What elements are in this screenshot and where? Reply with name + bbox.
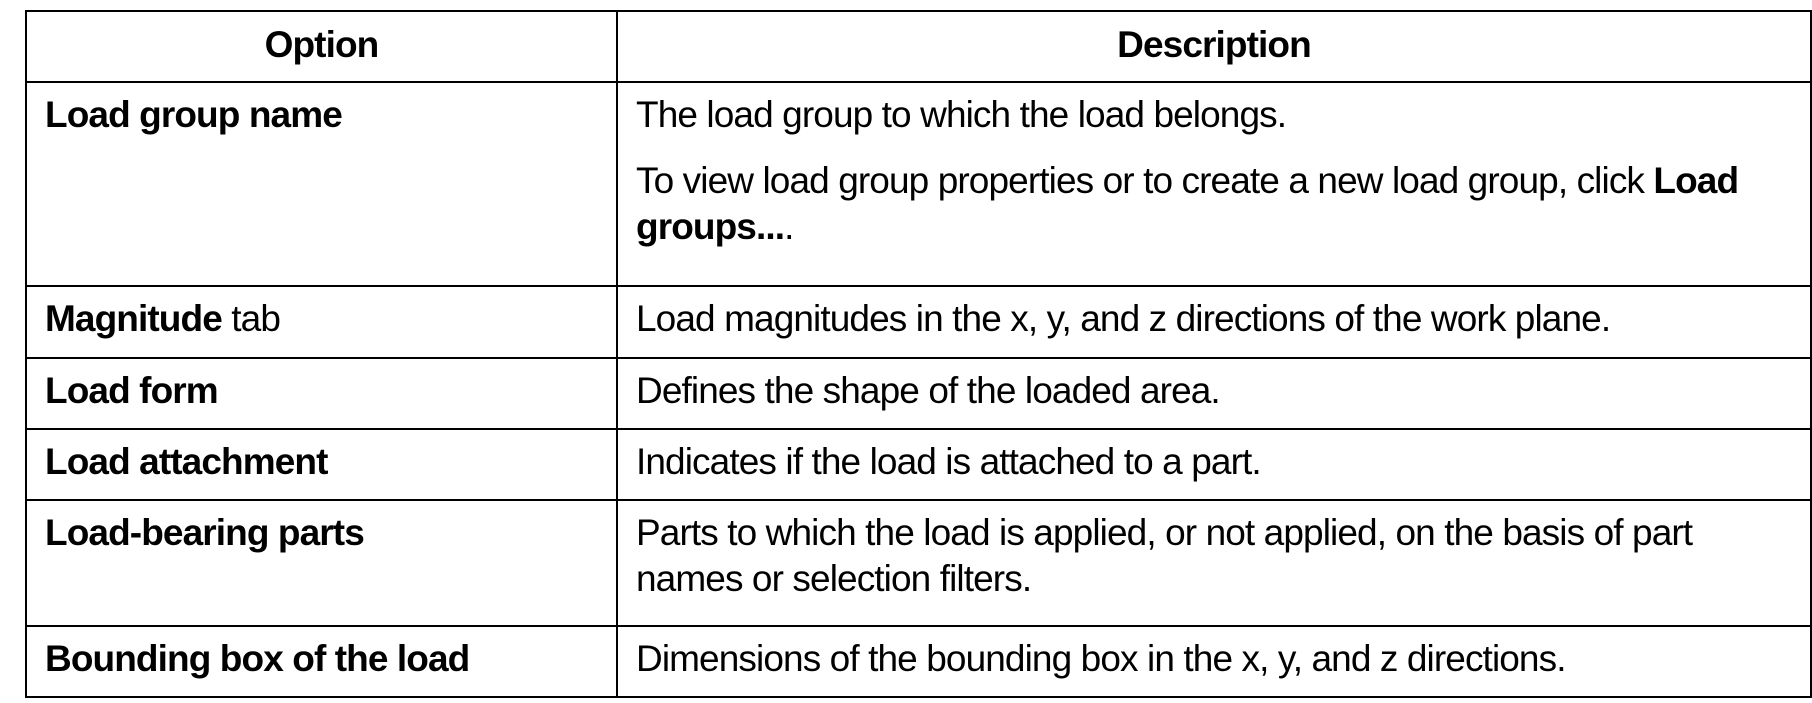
table-row bbox=[26, 429, 1811, 500]
table-row bbox=[26, 500, 1811, 626]
description-text: . bbox=[784, 206, 794, 247]
load-groups-button-reference: Load groups... bbox=[636, 160, 1739, 247]
description-paragraph: Dimensions of the bounding box in the x, y, and z directions. bbox=[636, 638, 1566, 679]
option-name: Load group name bbox=[45, 94, 342, 135]
description-paragraph bbox=[636, 158, 1792, 250]
option-suffix: tab bbox=[221, 298, 281, 339]
table-row bbox=[26, 286, 1811, 358]
description-cell bbox=[617, 429, 1811, 500]
option-name: Load attachment bbox=[45, 441, 328, 482]
description-cell bbox=[617, 626, 1811, 697]
option-name: Bounding box of the load bbox=[45, 638, 470, 679]
header-row bbox=[26, 11, 1811, 82]
option-cell bbox=[26, 358, 617, 429]
table-row bbox=[26, 626, 1811, 697]
option-cell bbox=[26, 286, 617, 358]
column-header-description: Description bbox=[617, 11, 1811, 82]
table-row bbox=[26, 82, 1811, 286]
option-name: Load form bbox=[45, 370, 218, 411]
description-paragraph: Defines the shape of the loaded area. bbox=[636, 370, 1220, 411]
option-cell bbox=[26, 626, 617, 697]
column-header-option: Option bbox=[26, 11, 617, 82]
options-table bbox=[25, 10, 1812, 698]
description-cell bbox=[617, 82, 1811, 286]
description-paragraph: Load magnitudes in the x, y, and z directions of the work plane. bbox=[636, 298, 1611, 339]
description-cell bbox=[617, 286, 1811, 358]
table-row bbox=[26, 358, 1811, 429]
description-paragraph: The load group to which the load belongs. bbox=[636, 94, 1287, 135]
option-name: Load-bearing parts bbox=[45, 512, 364, 553]
option-cell bbox=[26, 82, 617, 286]
description-paragraph: Indicates if the load is attached to a part. bbox=[636, 441, 1261, 482]
option-cell bbox=[26, 429, 617, 500]
description-cell bbox=[617, 358, 1811, 429]
description-paragraph: Parts to which the load is applied, or not applied, on the basis of part names or selection filters. bbox=[636, 512, 1693, 599]
description-text: To view load group properties or to create a new load group, click bbox=[636, 160, 1654, 201]
description-cell bbox=[617, 500, 1811, 626]
option-cell bbox=[26, 500, 617, 626]
option-name: Magnitude bbox=[45, 298, 222, 339]
